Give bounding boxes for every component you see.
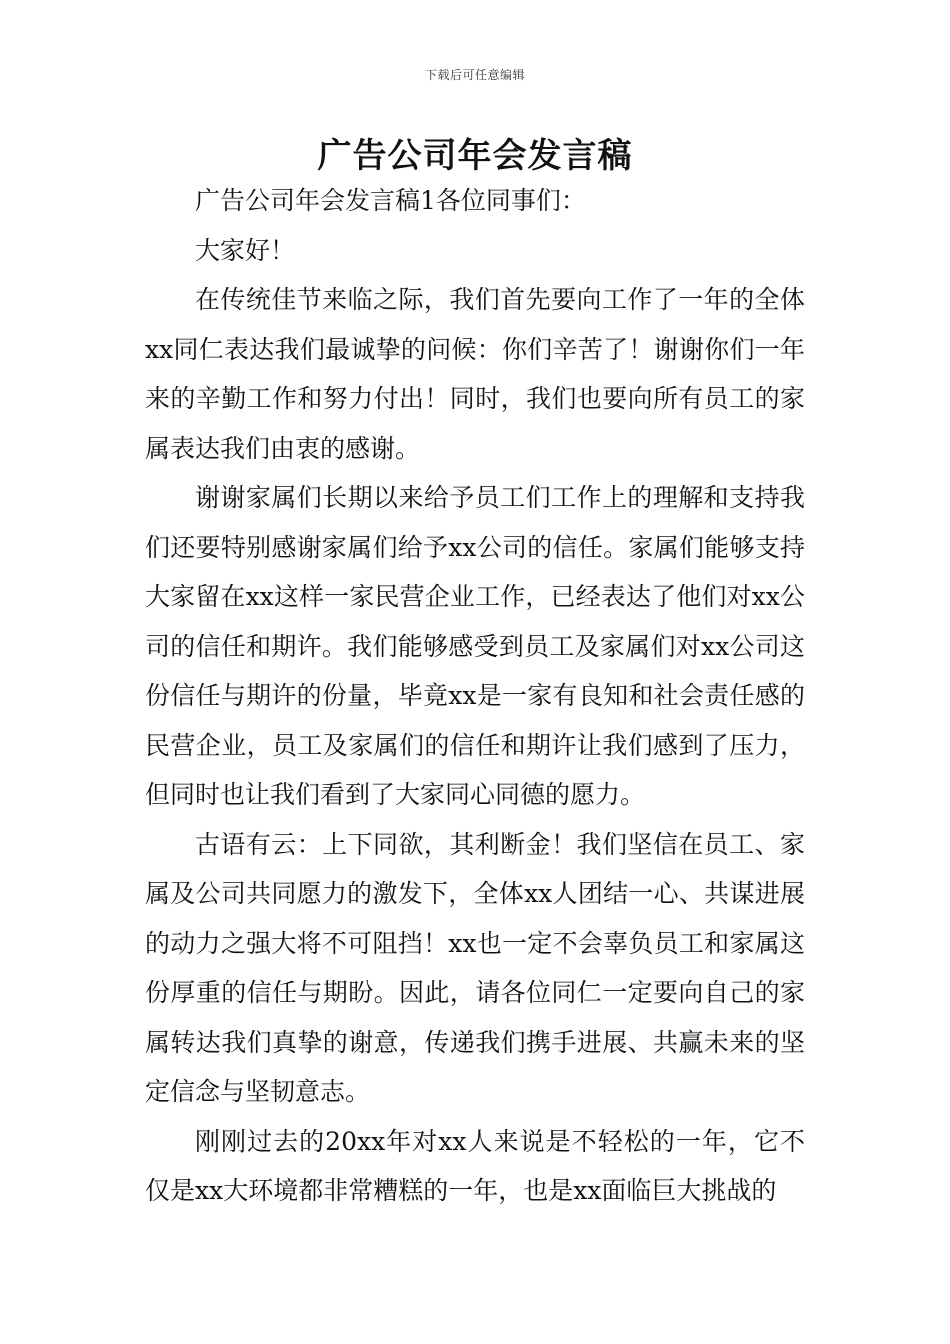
paragraph-greeting: 大家好！ [195,235,296,265]
paragraph-2: 谢谢家属们长期以来给予员工们工作上的理解和支持我们还要特别感谢家属们给予xx公司的信任。家属们能够支持大家留在xx这样一家民营企业工作，已经表达了他们对xx公司的信任和期许。我们能够感受到员工及家属们对xx公司这份信任与期许的份量，毕竟xx是一家有良知和社会责任感的民营企业，员工及家属们的信任和期许让我们感到了压力，但同时也让我们看到了大家同心同德的愿力。 [145,483,805,809]
document-body [145,176,805,1216]
paragraph-salutation: 广告公司年会发言稿1各位同事们： [195,186,586,215]
paragraph-4: 刚刚过去的20xx年对xx人来说是不轻松的一年，它不仅是xx大环境都非常糟糕的一年，也是xx面临巨大挑战的 [145,1126,805,1205]
document-title: 广告公司年会发言稿 [317,136,633,176]
paragraph-1: 在传统佳节来临之际，我们首先要向工作了一年的全体xx同仁表达我们最诚挚的问候：你们辛苦了！谢谢你们一年来的辛勤工作和努力付出！同时，我们也要向所有员工的家属表达我们由衷的感谢。 [145,285,805,463]
header-note: 下载后可任意编辑 [424,68,525,82]
paragraph-3: 古语有云：上下同欲，其利断金！我们坚信在员工、家属及公司共同愿力的激发下，全体xx人团结一心、共谋进展的动力之强大将不可阻挡！xx也一定不会辜负员工和家属这份厚重的信任与期盼。因此，请各位同仁一定要向自己的家属转达我们真挚的谢意，传递我们携手进展、共赢未来的坚定信念与坚韧意志。 [145,829,805,1106]
